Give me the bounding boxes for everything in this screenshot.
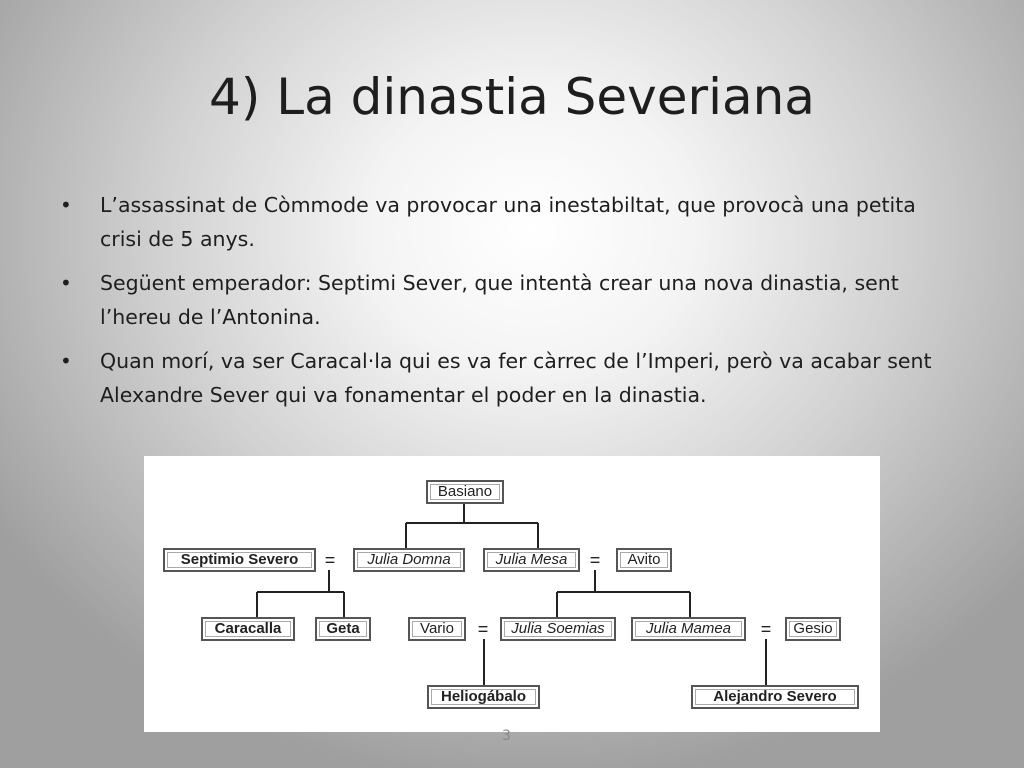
node-julia-mamea: Julia Mamea <box>631 617 746 641</box>
marriage-sign: = <box>477 619 489 639</box>
node-gesio: Gesio <box>785 617 841 641</box>
node-basiano: Basiano <box>426 480 504 504</box>
marriage-sign: = <box>589 550 601 570</box>
slide-title: 4) La dinastia Severiana <box>209 68 815 126</box>
marriage-sign: = <box>324 550 336 570</box>
node-alejandro-severo: Alejandro Severo <box>691 685 859 709</box>
page-number: 3 <box>502 728 511 744</box>
bullet-text: Següent emperador: Septimi Sever, que intentà crear una nova dinastia, sent l’hereu de l’Antonina. <box>100 271 899 329</box>
node-heliogabalo: Heliogábalo <box>427 685 540 709</box>
node-julia-domna: Julia Domna <box>353 548 465 572</box>
bullet-icon: • <box>60 349 72 373</box>
node-avito: Avito <box>616 548 672 572</box>
bullet-icon: • <box>60 193 72 217</box>
node-geta: Geta <box>315 617 371 641</box>
marriage-sign: = <box>760 619 772 639</box>
node-caracalla: Caracalla <box>201 617 295 641</box>
bullet-item <box>60 188 960 256</box>
family-tree-diagram <box>144 456 880 732</box>
node-julia-mesa: Julia Mesa <box>483 548 580 572</box>
bullet-list <box>60 188 960 422</box>
bullet-icon: • <box>60 271 72 295</box>
node-vario: Vario <box>408 617 466 641</box>
bullet-text: L’assassinat de Còmmode va provocar una inestabiltat, que provocà una petita crisi de 5 anys. <box>100 193 916 251</box>
node-septimio-severo: Septimio Severo <box>163 548 316 572</box>
bullet-item <box>60 266 960 334</box>
bullet-text: Quan morí, va ser Caracal·la qui es va fer càrrec de l’Imperi, però va acabar sent Alexandre Sever qui va fonamentar el poder en la dinastia. <box>100 349 932 407</box>
bullet-item <box>60 344 960 412</box>
node-julia-soemias: Julia Soemias <box>500 617 616 641</box>
